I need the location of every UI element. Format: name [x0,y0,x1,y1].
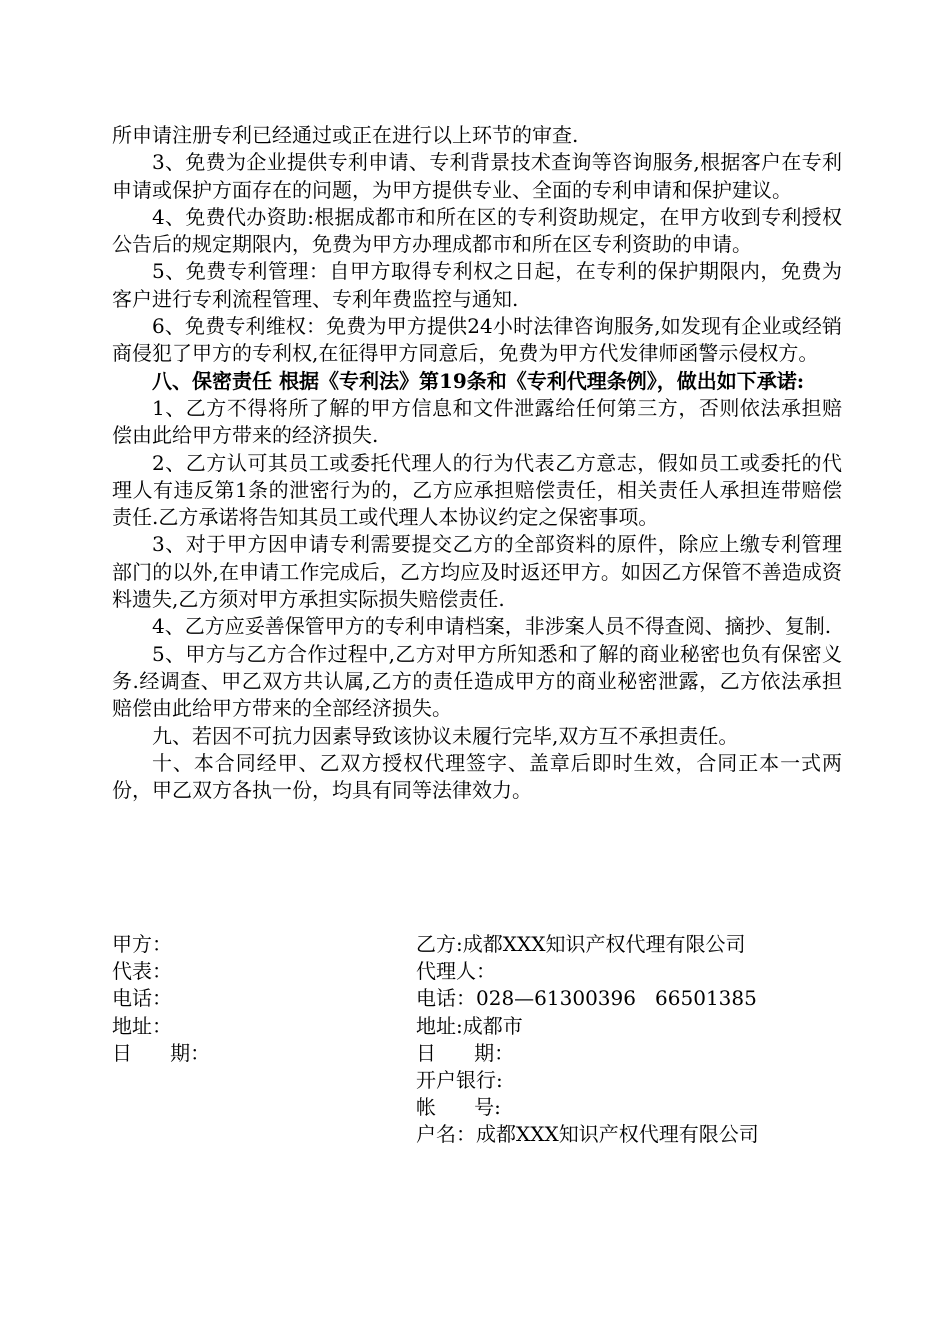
signature-spacer [112,1067,416,1094]
section-8-confidentiality-heading: 八、保密责任 根据《专利法》第19条和《专利代理条例》，做出如下承诺: [152,368,805,393]
clause-4-free-subsidy: 4、免费代办资助:根据成都市和所在区的专利资助规定，在甲方收到专利授权公告后的规定期限内，免费为甲方办理成都市和所在区专利资助的申请。 [112,204,842,257]
party-b-bank: 开户银行: [416,1067,503,1092]
section-9-force-majeure: 九、若因不可抗力因素导致该协议未履行完毕,双方互不承担责任。 [152,723,739,748]
party-a-label: 甲方： [112,932,172,956]
party-b-phone: 电话：028—61300396 66501385 [416,986,757,1011]
signature-row-phone [112,985,842,1012]
confidentiality-clause-2: 2、乙方认可其员工或委托代理人的行为代表乙方意志，假如员工或委托的代理人有违反第1条的泄密行为的，乙方应承担赔偿责任，相关责任人承担连带赔偿责任.乙方承诺将告知其员工或代理人本协议约定之保密事项。 [112,450,842,530]
clause-3-free-consulting: 3、免费为企业提供专利申请、专利背景技术查询等咨询服务,根据客户在专利申请或保护方面存在的问题，为甲方提供专业、全面的专利申请和保护建议。 [112,150,842,202]
paragraph-continuation: 所申请注册专利已经通过或正在进行以上环节的审查. [112,123,579,147]
clause-5-free-patent-management: 5、免费专利管理：自甲方取得专利权之日起，在专利的保护期限内，免费为客户进行专利流程管理、专利年费监控与通知. [112,259,842,311]
confidentiality-clause-3: 3、对于甲方因申请专利需要提交乙方的全部资料的原件，除应上缴专利管理部门的以外,在申请工作完成后，乙方均应及时返还甲方。如因乙方保管不善造成资料遗失,乙方须对甲方承担实际损失赔偿责任. [112,532,842,612]
clause-6-free-rights-protection: 6、免费专利维权：免费为甲方提供24小时法律咨询服务,如发现有企业或经销商侵犯了甲方的专利权,在征得甲方同意后，免费为甲方代发律师函警示侵权方。 [112,314,842,366]
signature-spacer [112,1121,416,1148]
signature-row-account-name [112,1121,842,1148]
signature-row-address [112,1013,842,1040]
party-a-address: 地址： [112,1013,172,1038]
party-b-agent: 代理人： [416,959,496,984]
party-b-account: 帐 号: [416,1095,501,1120]
party-a-date: 日 期： [112,1040,211,1065]
signature-row-representative [112,958,842,985]
signature-block [112,931,842,1149]
signature-row-account [112,1094,842,1121]
section-10-effectiveness: 十、本合同经甲、乙双方授权代理签字、盖章后即时生效，合同正本一式两份，甲乙双方各执一份，均具有同等法律效力。 [112,750,842,803]
confidentiality-clause-1: 1、乙方不得将所了解的甲方信息和文件泄露给任何第三方，否则依法承担赔偿由此给甲方带来的经济损失. [112,395,842,448]
contract-body [112,122,842,804]
signature-spacer [112,1094,416,1121]
confidentiality-clause-5: 5、甲方与乙方合作过程中,乙方对甲方所知悉和了解的商业秘密也负有保密义务.经调查、甲乙双方共认属,乙方的责任造成甲方的商业秘密泄露，乙方依法承担赔偿由此给甲方带来的全部经济损失。 [112,641,842,721]
party-a-representative: 代表： [112,959,172,984]
signature-row-date [112,1040,842,1067]
party-b-address: 地址:成都市 [416,1013,523,1038]
party-b-date: 日 期： [416,1040,515,1065]
party-a-phone: 电话： [112,986,172,1011]
signature-row-party [112,931,842,958]
party-b-label: 乙方:成都XXX知识产权代理有限公司 [416,932,746,956]
confidentiality-clause-4: 4、乙方应妥善保管甲方的专利申请档案，非涉案人员不得查阅、摘抄、复制. [152,614,832,639]
signature-row-bank [112,1067,842,1094]
party-b-account-name: 户名：成都XXX知识产权代理有限公司 [416,1122,759,1147]
